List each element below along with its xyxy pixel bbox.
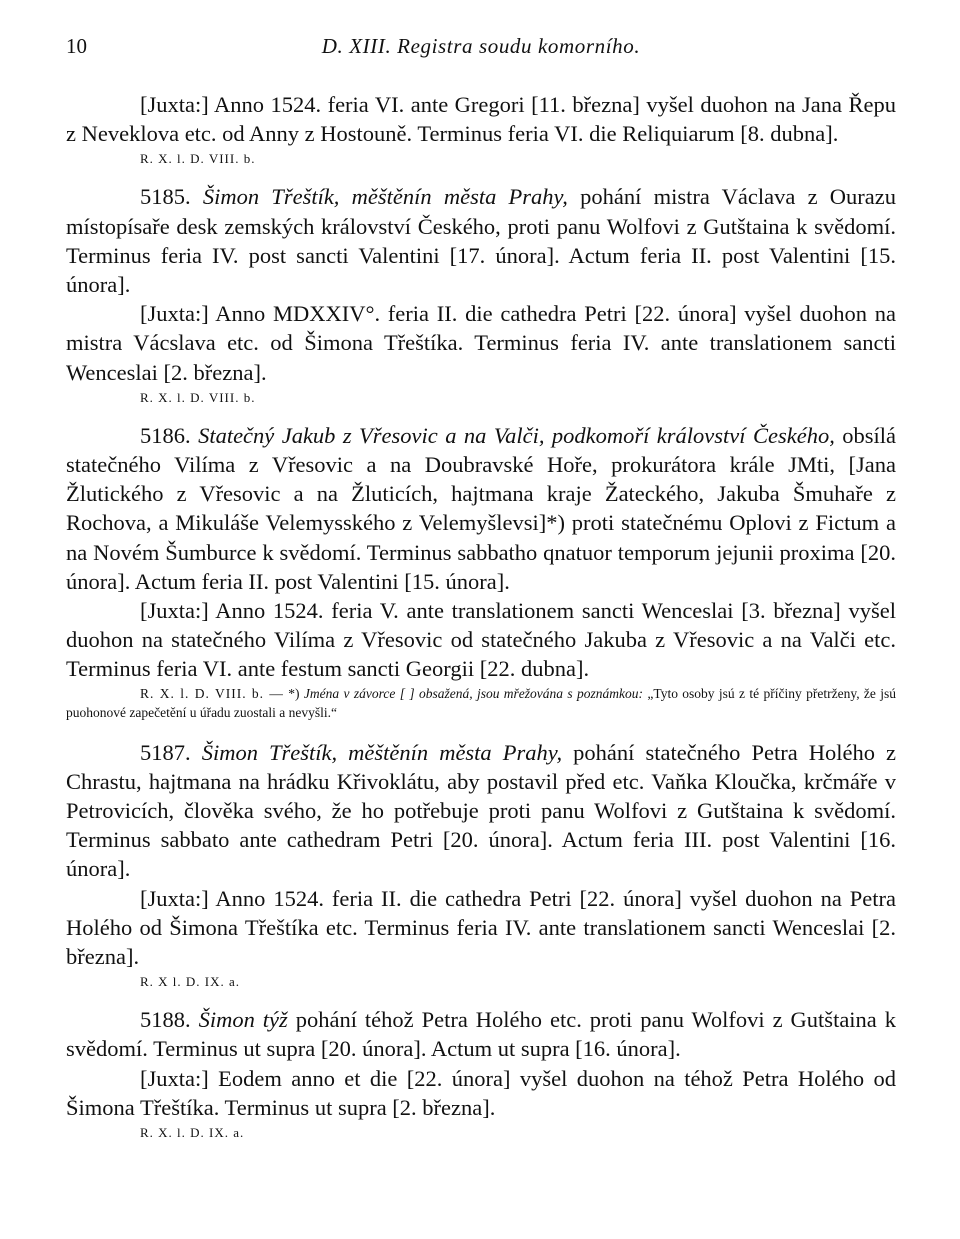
entry-intro-paragraph: [Juxta:] Anno 1524. feria VI. ante Gregori [11. března] vyšel duohon na Jana Řepu z Neveklova etc. od Anny z Hostouně. Terminus feria VI. die Reliquiarum [8. dubna]. [66, 92, 896, 147]
entry-5185-head [66, 182, 896, 299]
entry-number: 5185. [140, 184, 203, 210]
entry-5188-head [66, 1005, 896, 1063]
entry-number: 5186. [140, 422, 199, 448]
entry-text: pohání statečného Petra Holého z Chrastu, hajtmana na hrádku Křivoklátu, aby postavil před etc. Vaňka Kloučka, krčmáře v Petrovicích, člověka svého, že ho potřebuje proti panu Wolfovi z Gutštaina k svědomí. Terminus sabbato ante cathedram Petri [20. února]. Actum feria III. post Valentini [16. února]. [66, 739, 896, 882]
entry-5188-paragraph: [Juxta:] Eodem anno et die [22. února] vyšel duohon na téhož Petra Holého od Šimona Třeštíka. Terminus ut supra [2. března]. [66, 1065, 896, 1120]
entry-text: pohání téhož Petra Holého etc. proti panu Wolfovi z Gutštaina k svědomí. Terminus ut supra [20. února]. Actum ut supra [16. února]. [66, 1007, 896, 1062]
footnote [66, 684, 896, 722]
archival-reference: R. X. l. D. VIII. b. [140, 389, 256, 405]
archival-reference: R. X l. D. IX. a. [140, 974, 241, 990]
entry-text: pohání mistra Václava z Ourazu místopísaře desk zemských království Českého, proti panu Wolfovi z Gutštaina k svědomí. Terminus feria IV. post sancti Valentini [17. února]. Actum feria II. post Valentini [15. února]. [66, 184, 896, 298]
page-header [66, 34, 896, 64]
footnote-marker: *) [283, 685, 304, 701]
archival-reference: R. X. l. D. VIII. b. — [140, 685, 284, 701]
entry-party-italic: Šimon týž [198, 1007, 288, 1033]
page-number: 10 [66, 34, 87, 58]
entry-5186-paragraph: [Juxta:] Anno 1524. feria V. ante translationem sancti Wenceslai [3. března] vyšel duohon na statečného Vilíma z Vřesovic od statečného Jakuba z Vřesovic a na Valči etc. Terminus feria VI. ante festum sancti Georgii [22. dubna]. [66, 598, 896, 682]
entry-text: obsílá statečného Vilíma z Vřesovic a na Doubravské Hoře, prokurátora krále JMti, [Jana Žlutického z Vřesovic a na Žluticích, hajtmana kraje Žateckého, Jakuba Šmuhaře z Rochova, a Mikuláše Velemysského z Velemyšlevsi]*) proti statečnému Oplovi z Fictum a na Novém Šumburce k svědomí. Terminus sabbatho qnatuor temporum jejunii proxima [20. února]. Actum feria II. post Valentini [15. února]. [66, 422, 897, 594]
archival-reference: R. X. l. D. IX. a. [140, 1125, 245, 1141]
running-title: D. XIII. Registra soudu komorního. [321, 34, 641, 58]
entry-party-italic: Šimon Třeštík, měštěnín města Prahy, [202, 184, 568, 210]
entry-party-italic: Šimon Třeštík, měštěnín města Prahy, [201, 739, 563, 765]
archival-reference: R. X. l. D. VIII. b. [140, 151, 256, 167]
entry-party-italic: Statečný Jakub z Vřesovic a na Valči, podkomoří království Českého, [198, 422, 835, 448]
footnote-text: „Tyto osoby jsú z té příčiny přetrženy, že jsú puohonové zapečetění u úřadu zuostali a nevyšli.“ [66, 685, 897, 720]
entry-number: 5188. [140, 1007, 199, 1033]
entry-number: 5187. [140, 739, 202, 765]
entry-5186-head [66, 421, 896, 596]
entry-5187-head [66, 738, 896, 884]
document-body [66, 90, 896, 1156]
entry-5185-paragraph: [Juxta:] Anno MDXXIV°. feria II. die cathedra Petri [22. února] vyšel duohon na mistra Vácslava etc. od Šimona Třeštíka. Terminus feria IV. ante translationem sancti Wenceslai [2. března]. [66, 301, 896, 385]
entry-5187-paragraph: [Juxta:] Anno 1524. feria II. die cathedra Petri [22. února] vyšel duohon na Petra Holého od Šimona Třeštíka etc. Terminus feria IV. ante translationem sancti Wenceslai [2. března]. [66, 885, 896, 970]
footnote-italic: Jména v závorce [ ] obsažená, jsou mřežována s poznámkou: [303, 685, 644, 701]
